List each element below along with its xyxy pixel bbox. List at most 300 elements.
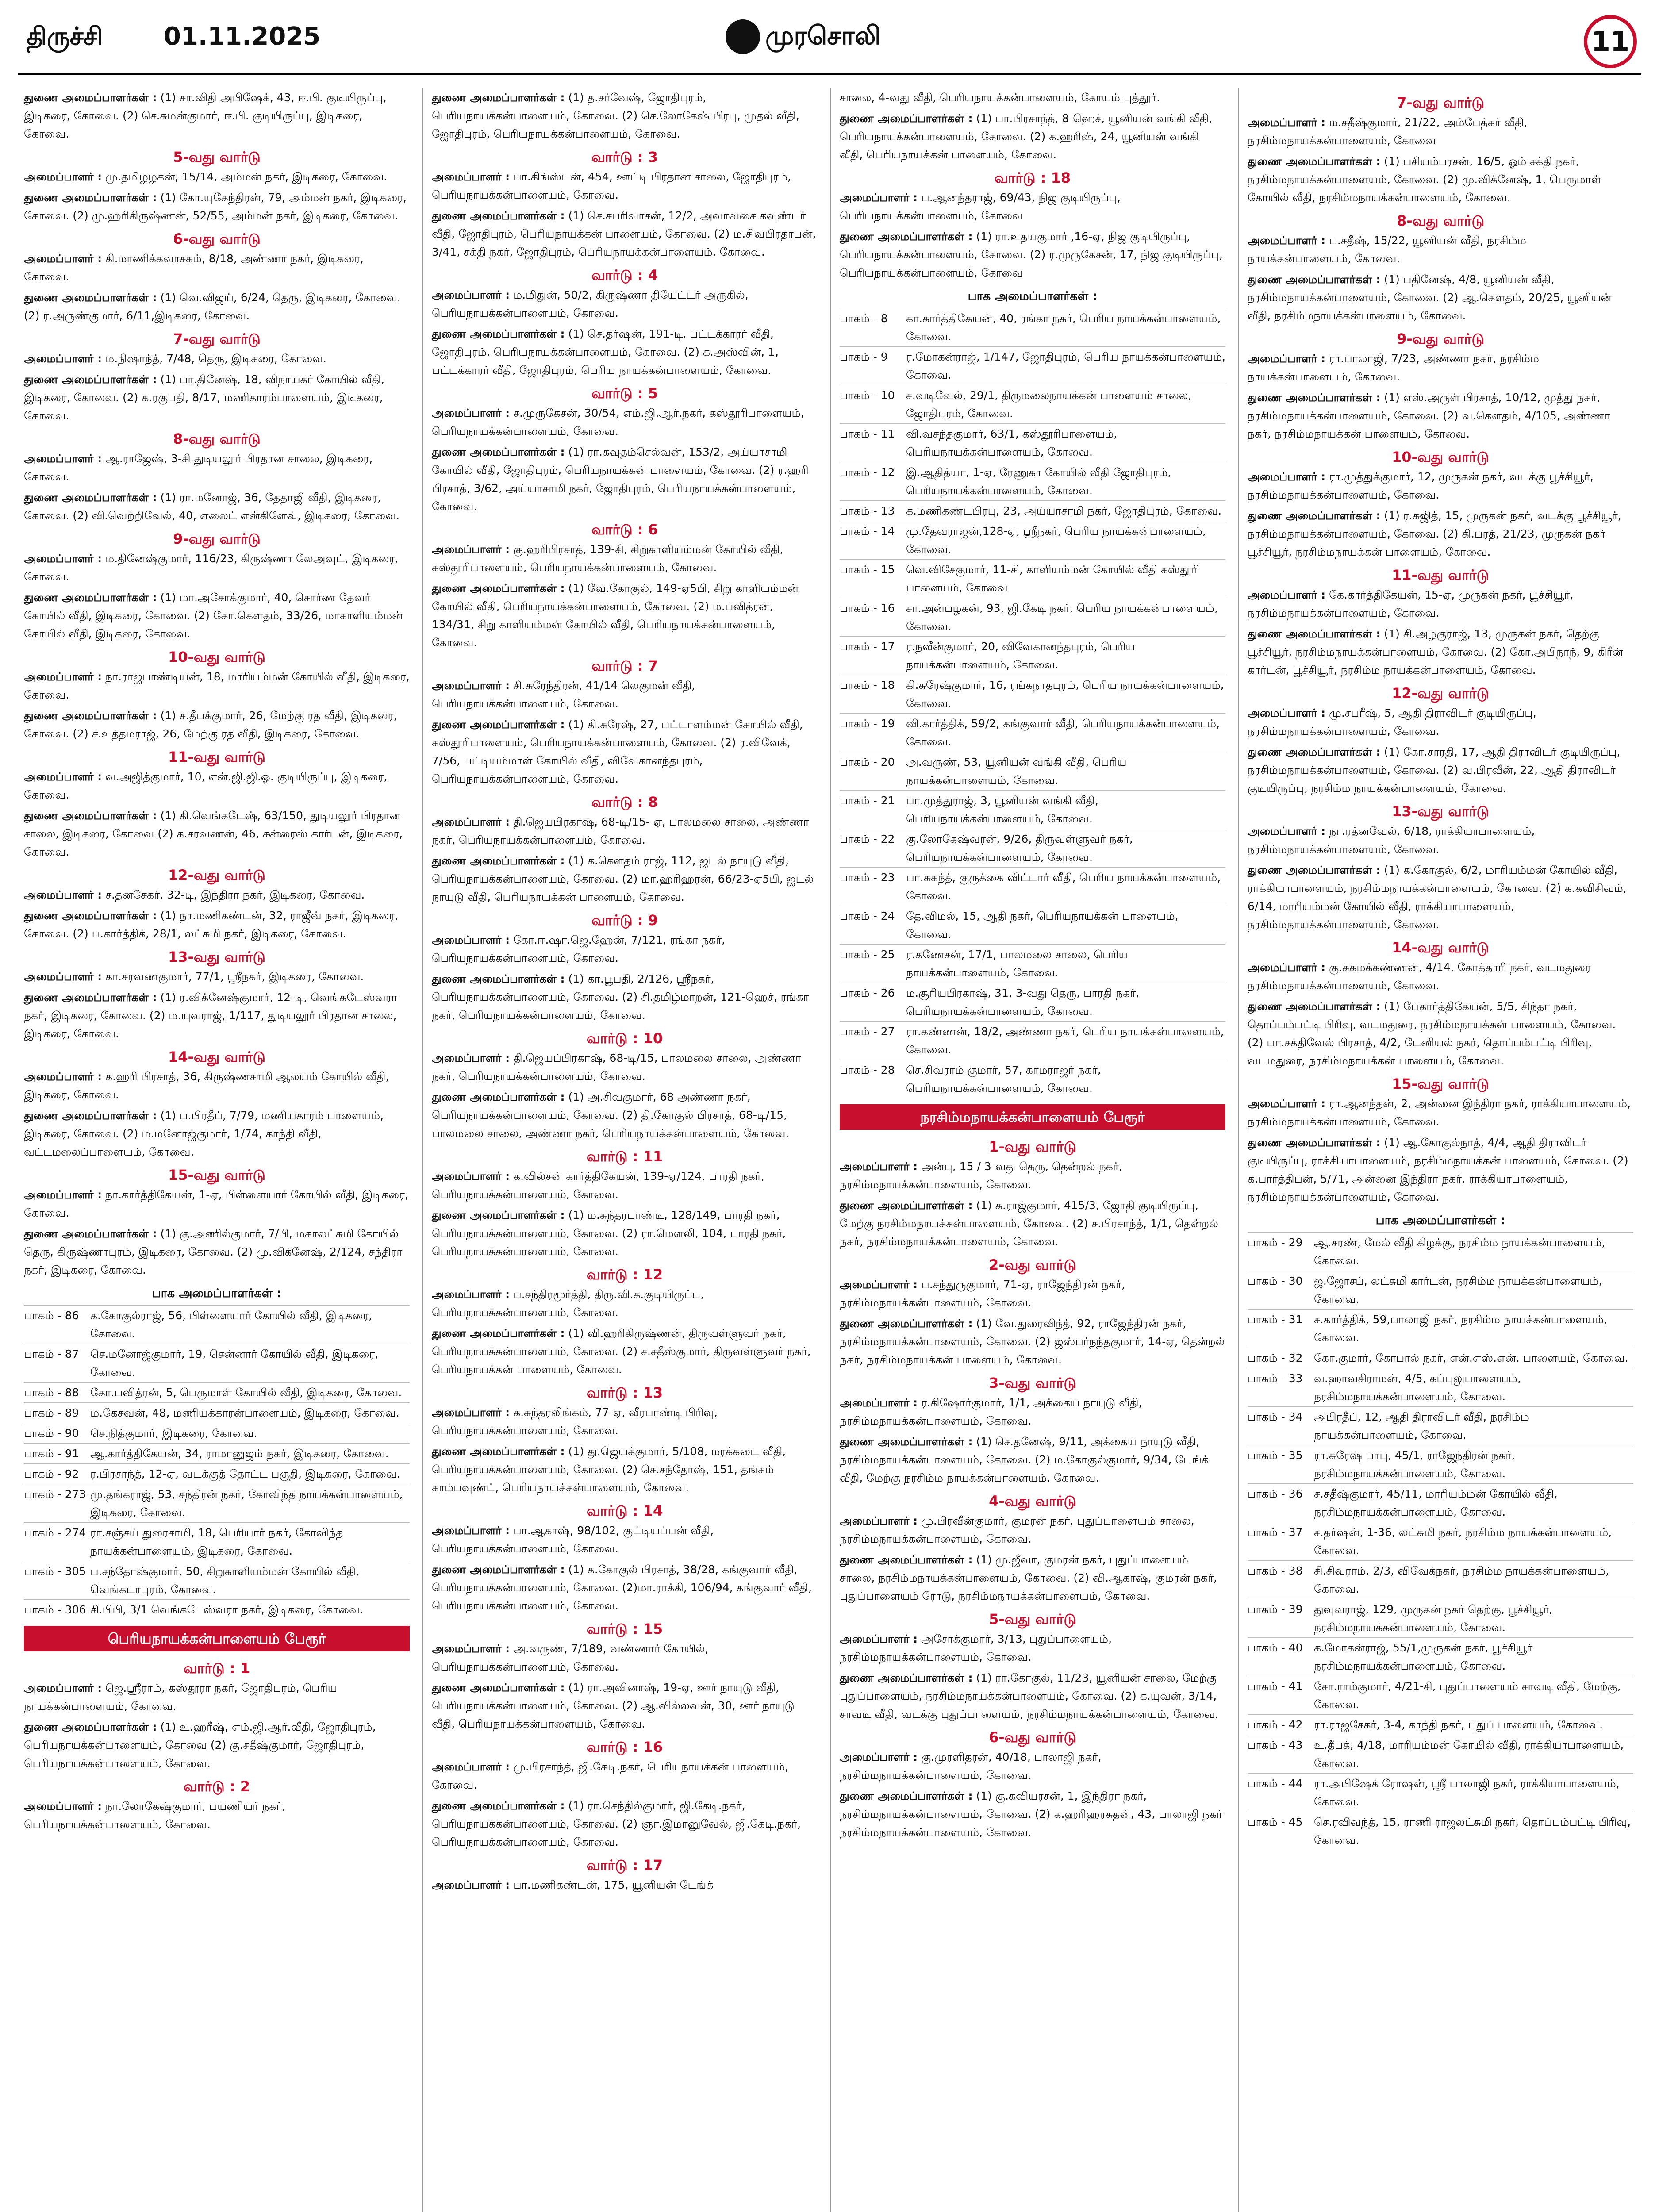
role-label: அமைப்பாளர் : <box>840 1514 918 1527</box>
role-label: அமைப்பாளர் : <box>432 170 510 183</box>
ward-heading: வார்டு : 2 <box>184 1778 250 1795</box>
ward-heading: 9-வது வார்டு <box>1397 330 1484 347</box>
entry-text: ச.தனசேகர், 32-டி, இந்திரா நகர், இடிகரை, கோவை. <box>105 888 365 901</box>
booth-organizer: சோ.ராம்குமார், 4/21-சி, புதுப்பாளையம் சாவடி வீதி, மேற்கு, கோவை. <box>1314 1680 1621 1711</box>
entry-text: பா.மணிகண்டன், 175, யூனியன் டேங்க் <box>513 1878 714 1891</box>
entry-text: ம.தினேஷ்குமார், 116/23, கிருஷ்ணா லேஅவுட், இடிகரை, கோவை. <box>24 552 398 583</box>
ward-heading: வார்டு : 14 <box>586 1502 663 1519</box>
booth-row <box>24 1522 410 1561</box>
organizer-entry <box>840 109 1225 164</box>
role-label: அமைப்பாளர் : <box>24 888 102 901</box>
organizer-entry <box>24 886 410 904</box>
role-label: துணை அமைப்பாளர்கள் : <box>24 709 157 722</box>
role-label: துணை அமைப்பாளர்கள் : <box>840 1790 973 1802</box>
entry-text: கோ.ஈ.ஷா.ஜெ.ஹேன், 7/121, ரங்கா நகர், பெரியநாயக்கன்பாளையம், கோவை. <box>432 933 725 964</box>
booth-row <box>840 906 1225 944</box>
organizer-entry <box>1248 822 1633 858</box>
role-label: துணை அமைப்பாளர்கள் : <box>432 718 565 731</box>
entry-text: (1) சி.அழகுராஜ், 13, முருகன் நகர், தெற்கு பூச்சியூர், நரசிம்மநாயக்கன்பாளையம், கோவை. (2) கோ.அபிநாந், 9, கிரீன் கார்டன், பூச்சியூர், நரசிம்ம நாயக்கன்பாளையம், கோவை. <box>1248 627 1623 676</box>
organizer-entry <box>1248 468 1633 504</box>
entry-text: நா.லோகேஷ்குமார், பயணியர் நகர், பெரியநாயக்கன்பாளையம், கோவை. <box>24 1800 286 1831</box>
role-label: துணை அமைப்பாளர்கள் : <box>24 1227 157 1240</box>
role-label: துணை அமைப்பாளர்கள் : <box>840 112 973 125</box>
organizer-entry <box>840 88 1225 107</box>
ward-heading: 1-வது வார்டு <box>989 1138 1076 1155</box>
booth-number: பாகம் - 34 <box>1248 1410 1303 1423</box>
entry-text: ப.சந்திரமூர்த்தி, திரு.வி.க.குடியிருப்பு, பெரியநாயக்கன்பாளையம், கோவை. <box>432 1288 704 1319</box>
booth-organizer: வ.ஹாவசிராமன், 4/5, கப்புலுபாளையம், நரசிம்மநாயக்கன்பாளையம், கோவை. <box>1314 1372 1521 1403</box>
ward-heading: வார்டு : 9 <box>591 912 658 929</box>
role-label: துணை அமைப்பாளர்கள் : <box>1248 155 1381 168</box>
entry-text: (1) கோ.சாரதி, 17, ஆதி திராவிடர் குடியிருப்பு, நரசிம்மநாயக்கன்பாளையம், கோவை. (2) வ.பிரவீன், 22, ஆதி திராவிடர் குடியிருப்பு, நரசிம்ம நாயக்கன்பாளையம், கோவை. <box>1248 745 1621 795</box>
role-label: அமைப்பாளர் : <box>1248 707 1326 719</box>
organizer-entry <box>24 549 410 586</box>
role-label: அமைப்பாளர் : <box>432 1052 510 1064</box>
ward-heading: வார்டு : 12 <box>586 1266 663 1283</box>
organizer-entry <box>24 1225 410 1279</box>
entry-text: ம.நிஷாந்த், 7/48, தெரு, இடிகரை, கோவை. <box>105 352 326 365</box>
ward-heading: 13-வது வார்டு <box>1392 803 1489 820</box>
role-label: துணை அமைப்பாளர்கள் : <box>840 1317 973 1330</box>
booth-row <box>1248 1676 1633 1714</box>
entry-text: (1) கி.சுரேஷ், 27, பட்டாளம்மன் கோயில் வீதி, கஸ்தூரிபாளையம், பெரியநாயக்கன்பாளையம், கோவை. (2) ர.விவேக், 7/56, பட்டியம்மாள் கோயில் வீதி, விவேகானந்தபுரம், பெரியநாயக்கன்பாளையம், கோவை. <box>432 718 803 785</box>
booth-organizer: உ.தீபக், 4/18, மாரியம்மன் கோயில் வீதி, ராக்கியாபாளையம், கோவை. <box>1314 1739 1624 1770</box>
booth-organizer: ச.சதீஷ்குமார், 45/11, மாரியம்மன் கோயில் வீதி, நரசிம்மநாயக்கன்பாளையம், கோவை. <box>1314 1487 1558 1518</box>
booth-organizer: ச.கார்த்திக், 59,பாலாஜி நகர், நரசிம்ம நாயக்கன்பாளையம், கோவை. <box>1314 1313 1608 1344</box>
organizer-entry <box>840 188 1225 225</box>
booth-organizer: ர.மோகன்ராஜ், 1/147, ஜோதிபுரம், பெரிய நாயக்கன்பாளையம், கோவை. <box>906 350 1225 381</box>
entry-text: (1) வி.ஹரிகிருஷ்ணன், திருவள்ளுவர் நகர், பெரியநாயக்கன்பாளையம், கோவை. (2) ச.சதீஸ்குமார், திருவள்ளுவர் நகர், பெரியநாயக்கன் பாளையம், கோவை. <box>432 1327 811 1376</box>
booth-row <box>24 1305 410 1344</box>
ward-heading: வார்டு : 15 <box>586 1621 663 1637</box>
role-label: அமைப்பாளர் : <box>24 252 102 265</box>
booth-organizer: ஆ.சரண், மேல் வீதி கிழக்கு, நரசிம்ம நாயக்கன்பாளையம், கோவை. <box>1314 1236 1605 1267</box>
booth-organizer: வி.கார்த்திக், 59/2, கங்குவார் வீதி, பெரியநாயக்கன்பாளையம், கோவை. <box>906 717 1220 748</box>
role-label: துணை அமைப்பாளர்கள் : <box>1248 391 1381 404</box>
booth-organizer: ச.வடிவேல், 29/1, திருமலைநாயக்கன் பாளையம் சாலை, ஜோதிபுரம், கோவை. <box>906 389 1192 420</box>
booth-number: பாகம் - 25 <box>840 948 895 961</box>
edition-city: திருச்சி <box>27 22 103 51</box>
organizer-entry <box>432 1206 818 1260</box>
ward-heading: வார்டு : 5 <box>591 385 658 402</box>
entry-text: கி.மாணிக்கவாசகம், 8/18, அண்ணா நகர், இடிகரை, கோவை. <box>24 252 364 283</box>
booth-organizer: ச.தர்ஷன், 1-36, லட்சுமி நகர், நரசிம்ம நாயக்கன்பாளையம், கோவை. <box>1314 1526 1612 1557</box>
booth-organizer: ம.சூரியபிரகாஷ், 31, 3-வது தெரு, பாரதி நகர், பெரியநாயக்கன்பாளையம், கோவை. <box>906 987 1140 1018</box>
booth-organizer: ர.பிரசாந்த், 12-ஏ, வடக்குத் தோட்ட பகுதி, இடிகரை, கோவை. <box>90 1467 400 1480</box>
organizer-entry <box>1248 958 1633 995</box>
role-label: அமைப்பாளர் : <box>1248 588 1326 601</box>
organizer-entry <box>1248 743 1633 797</box>
entry-text: நா.கார்த்திகேயன், 1-ஏ, பிள்ளையார் கோயில் வீதி, இடிகரை, கோவை. <box>24 1188 408 1219</box>
organizer-entry <box>432 1088 818 1142</box>
booth-organizer: கா.கார்த்திகேயன், 40, ரங்கா நகர், பெரிய நாயக்கன்பாளையம், கோவை. <box>906 312 1221 343</box>
role-label: துணை அமைப்பாளர்கள் : <box>840 1199 973 1212</box>
booth-row <box>1248 1406 1633 1445</box>
organizer-entry <box>432 88 818 143</box>
booth-row <box>1248 1271 1633 1309</box>
entry-text: அசோக்குமார், 3/13, புதுப்பாளையம், நரசிம்மநாயக்கன்பாளையம், கோவை. <box>840 1632 1112 1663</box>
booth-organizer: க.கோகுல்ராஜ், 56, பிள்ளையார் கோயில் வீதி, இடிகரை, கோவை. <box>90 1309 373 1340</box>
entry-text: (1) கா.பூபதி, 2/126, ஸ்ரீநகர், பெரியநாயக்கன்பாளையம், கோவை. (2) சி.தமிழ்மாறன், 121-ஹெச், ரங்கா நகர், பெரியநாயக்கன்பாளையம், கோவை. <box>432 972 809 1022</box>
role-label: அமைப்பாளர் : <box>24 1682 102 1694</box>
organizer-entry <box>24 488 410 525</box>
role-label: துணை அமைப்பாளர்கள் : <box>432 1445 565 1458</box>
booth-row <box>840 713 1225 752</box>
entry-text: அ.வருண், 7/189, வண்ணார் கோயில், பெரியநாயக்கன்பாளையம், கோவை. <box>432 1642 709 1673</box>
role-label: துணை அமைப்பாளர்கள் : <box>840 1435 973 1448</box>
organizer-entry <box>24 906 410 943</box>
ward-heading: 12-வது வார்டு <box>168 867 265 883</box>
role-label: அமைப்பாளர் : <box>24 970 102 983</box>
organizer-entry <box>1248 704 1633 740</box>
ward-heading: 10-வது வார்டு <box>1392 449 1489 465</box>
organizer-entry <box>432 579 818 652</box>
role-label: துணை அமைப்பாளர்கள் : <box>432 1209 565 1221</box>
page-header <box>18 13 1641 75</box>
booth-organizer: வெ.விசேகுமார், 11-சி, காளியம்மன் கோயில் வீதி கஸ்தூரி பாளையம், கோவை <box>906 563 1200 594</box>
entry-text: தி.ஜெயப்பிரகாஷ், 68-டி/15, பாலமலை சாலை, அண்ணா நகர், பெரியநாயக்கன்பாளையம், கோவை. <box>432 1052 801 1083</box>
ward-heading: 15-வது வார்டு <box>1392 1075 1489 1092</box>
role-label: அமைப்பாளர் : <box>432 1878 510 1891</box>
ward-heading: வார்டு : 1 <box>184 1660 250 1677</box>
role-label: அமைப்பாளர் : <box>432 1406 510 1419</box>
entry-text: பா.கிங்ஸ்டன், 454, ஊட்டி பிரதான சாலை, ஜோதிபுரம், பெரியநாயக்கன்பாளையம், கோவை. <box>432 170 791 201</box>
booth-row <box>840 598 1225 636</box>
role-label: அமைப்பாளர் : <box>24 1800 102 1813</box>
booth-number: பாகம் - 45 <box>1248 1816 1303 1828</box>
role-label: துணை அமைப்பாளர்கள் : <box>24 591 157 604</box>
entry-text: (1) நா.மணிகண்டன், 32, ராஜீவ் நகர், இடிகரை, கோவை. (2) ப.கார்த்திக், 28/1, லட்சுமி நகர், இடிகரை, கோவை. <box>24 909 399 940</box>
booth-number: பாகம் - 87 <box>24 1348 79 1360</box>
entry-text: நா.ராஜபாண்டியன், 18, மாரியம்மன் கோயில் வீதி, இடிகரை, கோவை. <box>24 670 410 701</box>
role-label: துணை அமைப்பாளர்கள் : <box>24 1109 157 1122</box>
organizer-entry <box>432 286 818 322</box>
booth-row <box>840 521 1225 559</box>
entry-text: (1) க.ராஜ்குமார், 415/3, ஜோதி குடியிருப்பு, மேற்கு நரசிம்மநாயக்கன்பாளையம், கோவை. (2) ச.பிரசாந்த், 1/1, தென்றல் நகர், நரசிம்மநாயக்கன்பாளையம், கோவை. <box>840 1199 1218 1248</box>
booth-row <box>840 1021 1225 1060</box>
role-label: அமைப்பாளர் : <box>840 1632 918 1645</box>
booth-row <box>1248 1309 1633 1348</box>
role-label: அமைப்பாளர் : <box>1248 825 1326 837</box>
booth-row <box>840 346 1225 385</box>
booth-row <box>24 1599 410 1620</box>
organizer-entry <box>24 1068 410 1104</box>
booth-row <box>840 423 1225 462</box>
organizer-entry <box>432 1521 818 1558</box>
booth-organizer: ரா.சஞ்சய் துரைசாமி, 18, பெரியார் நகர், கோவிந்த நாயக்கன்பாளையம், இடிகரை, கோவை. <box>90 1526 343 1557</box>
booth-number: பாகம் - 92 <box>24 1467 79 1480</box>
entry-text: (1) பா.தினேஷ், 18, விநாயகர் கோயில் வீதி, இடிகரை, கோவை. (2) க.ரகுபதி, 8/17, மணிகாரம்பாளையம், இடிகரை, கோவை. <box>24 373 385 422</box>
booth-organizer: ரா.அபிஷேக் ரோஷன், ஸ்ரீ பாலாஜி நகர், ராக்கியாபாளையம், கோவை. <box>1314 1777 1620 1808</box>
ward-heading: 10-வது வார்டு <box>168 649 265 665</box>
organizer-entry <box>1248 349 1633 386</box>
entry-text: (1) பசியம்பரசன், 16/5, ஓம் சக்தி நகர், நரசிம்மநாயக்கன்பாளையம், கோவை. (2) மு.விக்னேஷ், 1, பெருமாள் கோயில் வீதி, நரசிம்மநாயக்கன்பாளையம், கோவை. <box>1248 155 1601 204</box>
organizer-entry <box>432 1560 818 1615</box>
organizer-entry <box>24 370 410 425</box>
booth-list-title: பாக அமைப்பாளர்கள் : <box>1375 1214 1505 1227</box>
booth-number: பாகம் - 91 <box>24 1447 79 1460</box>
booth-row <box>1248 1522 1633 1560</box>
booth-row <box>1248 1599 1633 1637</box>
entry-text: மு.பிரவீன்குமார், குமரன் நகர், புதுப்பாளையம் சாலை, நரசிம்மநாயக்கன்பாளையம், கோவை. <box>840 1514 1194 1545</box>
booth-row <box>840 500 1225 521</box>
column-4 <box>1241 88 1640 2212</box>
entry-text: (1) வே.கோகுல், 149-ஏ5பி, சிறு காளியம்மன் கோயில் வீதி, பெரியநாயக்கன்பாளையம், கோவை. (2) ம.பவித்ரன், 134/31, சிறு காளியம்மன் கோயில் வீதி, பெரியநாயக்கன்பாளையம், கோவை. <box>432 582 799 649</box>
organizer-entry <box>432 715 818 788</box>
entry-text: ரா.முத்துக்குமார், 12, முருகன் நகர், வடக்கு பூச்சியூர், நரசிம்மநாயக்கன்பாளையம், கோவை. <box>1248 470 1594 501</box>
organizer-entry <box>24 988 410 1043</box>
booth-number: பாகம் - 10 <box>840 389 895 402</box>
entry-text: ர.கிஷோர்குமார், 1/1, அக்கைய நாயுடு வீதி, நரசிம்மநாயக்கன்பாளையம், கோவை. <box>840 1396 1142 1427</box>
section-banner: பெரியநாயக்கன்பாளையம் பேரூர் <box>24 1626 410 1651</box>
ward-heading: வார்டு : 3 <box>591 149 658 165</box>
organizer-entry <box>1248 113 1633 150</box>
organizer-entry <box>24 449 410 486</box>
entry-text: (1) க.கௌதம் ராஜ், 112, ஜடல் நாயுடு வீதி, பெரியநாயக்கன்பாளையம், கோவை. (2) மா.ஹரிஹரன், 66/23-ஏ5பி, ஜடல் நாயுடு வீதி, பெரியநாயக்கன் பாளையம், கோவை. <box>432 854 814 903</box>
ward-heading: வார்டு : 8 <box>591 794 658 810</box>
entry-text: (1) கு.கவியரசன், 1, இந்திரா நகர், நரசிம்மநாயக்கன்பாளையம், கோவை. (2) க.ஹரிஹரசுதன், 43, பாலாஜி நகர் நரசிம்மநாயக்கன்பாளையம், கோவை. <box>840 1790 1222 1839</box>
booth-number: பாகம் - 90 <box>24 1427 79 1440</box>
entry-text: (1) கு.அணில்குமார், 7/பி, மகாலட்சுமி கோயில் தெரு, கிருஷ்ணாபுரம், இடிகரை, கோவை. (2) மு.விக்னேஷ், 2/124, சந்திரா நகர், இடிகரை, கோவை. <box>24 1227 403 1276</box>
booth-organizer: க.மோகன்ராஜ், 55/1,முருகன் நகர், பூச்சியூர் நரசிம்மநாயக்கன்பாளையம், கோவை. <box>1314 1641 1533 1672</box>
entry-text: (1) மு.ஜீவா, குமரன் நகர், புதுப்பாளையம் சாலை, நரசிம்மநாயக்கன்பாளையம், கோவை. (2) வி.ஆகாஷ், குமரன் நகர், புதுப்பாளையம் ரோடு, நரசிம்மநாயக்கன்பாளையம், கோவை. <box>840 1553 1217 1602</box>
booth-row <box>1248 1232 1633 1271</box>
organizer-entry <box>840 1669 1225 1723</box>
organizer-entry <box>1248 1094 1633 1131</box>
booth-row <box>24 1382 410 1402</box>
organizer-entry <box>432 1442 818 1497</box>
role-label: அமைப்பாளர் : <box>24 1070 102 1083</box>
organizer-entry <box>432 540 818 576</box>
booth-number: பாகம் - 274 <box>24 1526 86 1539</box>
booth-row <box>840 829 1225 867</box>
entry-text: (1) வெ.விஜய், 6/24, தெரு, இடிகரை, கோவை. (2) ர.அருண்குமார், 6/11,இடிகரை, கோவை. <box>24 291 401 322</box>
organizer-entry <box>840 1787 1225 1841</box>
booth-row <box>1248 1368 1633 1406</box>
role-label: துணை அமைப்பாளர்கள் : <box>432 1091 565 1103</box>
column-3 <box>833 88 1232 2212</box>
ward-heading: வார்டு : 7 <box>591 657 658 674</box>
booth-row <box>24 1443 410 1463</box>
booth-number: பாகம் - 35 <box>1248 1449 1303 1462</box>
organizer-entry <box>24 806 410 861</box>
organizer-entry <box>840 1394 1225 1430</box>
entry-text: (1) செ.தனேஷ், 9/11, அக்கைய நாயுடு வீதி, நரசிம்மநாயக்கன்பாளையம், கோவை. (2) ம.கோகுல்குமார், 9/34, டேங்க் வீதி, மேற்கு நரசிம்ம நாயக்கன்பாளையம், கோவை. <box>840 1435 1209 1484</box>
entry-text: (1) வே.துரைவிந்த், 92, ராஜேந்திரன் நகர், நரசிம்மநாயக்கன்பாளையம், கோவை. (2) ஜஸ்பர்நந்தகுமார், 14-ஏ, தென்றல் நகர், நரசிம்மநாயக்கன் பாளையம், கோவை. <box>840 1317 1225 1366</box>
organizer-entry <box>840 1432 1225 1487</box>
booth-number: பாகம் - 18 <box>840 679 895 691</box>
entry-text: (1) எஸ்.அருள் பிரசாத், 10/12, முத்து நகர், நரசிம்மநாயக்கன்பாளையம், கோவை. (2) வ.கௌதம், 4/105, அண்ணா நகர், நரசிம்மநாயக்கன் பாளையம், கோவை. <box>1248 391 1610 440</box>
booth-number: பாகம் - 86 <box>24 1309 79 1322</box>
ward-heading: 14-வது வார்டு <box>1392 939 1489 956</box>
booth-organizer: ஆ.கார்த்திகேயன், 34, ராமானுஜம் நகர், இடிகரை, கோவை. <box>90 1447 389 1460</box>
booth-number: பாகம் - 27 <box>840 1025 895 1038</box>
role-label: துணை அமைப்பாளர்கள் : <box>24 809 157 822</box>
role-label: துணை அமைப்பாளர்கள் : <box>432 854 565 867</box>
booth-number: பாகம் - 305 <box>24 1565 86 1578</box>
role-label: அமைப்பாளர் : <box>24 770 102 783</box>
entry-text: மு.பிரசாந்த், ஜி.கேடி.நகர், பெரியநாயக்கன் பாளையம், கோவை. <box>432 1760 789 1791</box>
ward-heading: வார்டு : 4 <box>591 267 658 284</box>
booth-number: பாகம் - 28 <box>840 1064 895 1076</box>
booth-number: பாகம் - 20 <box>840 756 895 768</box>
entry-text: (1) ம.சுந்தரபாண்டி, 128/149, பாரதி நகர், பெரியநாயக்கன்பாளையம், கோவை. (2) ரா.மௌலி, 104, பாரதி நகர், பெரியநாயக்கன்பாளையம், கோவை. <box>432 1209 786 1258</box>
booth-number: பாகம் - 39 <box>1248 1603 1303 1616</box>
organizer-entry <box>24 188 410 225</box>
booth-row <box>1248 1445 1633 1483</box>
ward-heading: 8-வது வார்டு <box>1397 212 1484 229</box>
booth-number: பாகம் - 42 <box>1248 1718 1303 1731</box>
organizer-entry <box>432 1797 818 1851</box>
role-label: துணை அமைப்பாளர்கள் : <box>840 230 973 243</box>
organizer-entry <box>24 588 410 643</box>
ward-heading: வார்டு : 17 <box>586 1857 663 1874</box>
entry-text: கே.கார்த்திகேயன், 15-ஏ, முருகன் நகர், பூச்சியூர், நரசிம்மநாயக்கன்பாளையம், கோவை. <box>1248 588 1574 619</box>
booth-row <box>840 867 1225 906</box>
organizer-entry <box>24 768 410 804</box>
booth-organizer: ரா.ராஜசேகர், 3-4, காந்தி நகர், புதுப் பாளையம், கோவை. <box>1314 1718 1603 1731</box>
ward-heading: 5-வது வார்டு <box>989 1611 1076 1628</box>
entry-text: அன்பு, 15 / 3-வது தெரு, தென்றல் நகர், நரசிம்மநாயக்கன்பாளையம், கோவை. <box>840 1160 1122 1191</box>
booth-row <box>840 462 1225 500</box>
role-label: துணை அமைப்பாளர்கள் : <box>432 1681 565 1694</box>
booth-organizer: கோ.பவித்ரன், 5, பெருமாள் கோயில் வீதி, இடிகரை, கோவை. <box>90 1386 402 1399</box>
booth-organizer: அபிரதீப், 12, ஆதி திராவிடர் வீதி, நரசிம்ம நாயக்கன்பாளையம், கோவை. <box>1314 1410 1529 1441</box>
booth-organizer: ரா.சுரேஷ் பாபு, 45/1, ராஜேந்திரன் நகர், நரசிம்மநாயக்கன்பாளையம், கோவை. <box>1314 1449 1515 1480</box>
entry-text: (1) மா.அசோக்குமார், 40, சொர்ண தேவர் கோயில் வீதி, இடிகரை, கோவை. (2) கோ.கௌதம், 33/26, மாகாளியம்மன் கோயில் வீதி, இடிகரை, கோவை. <box>24 591 403 640</box>
booth-row <box>24 1484 410 1522</box>
ward-heading: 3-வது வார்டு <box>989 1375 1076 1391</box>
booth-organizer: கு.லோகேஷ்வரன், 9/26, திருவள்ளுவர் நகர், பெரியநாயக்கன்பாளையம், கோவை. <box>906 833 1133 864</box>
booth-organizer: ர.நவீன்குமார், 20, விவேகானந்தபுரம், பெரிய நாயக்கன்பாளையம், கோவை. <box>906 640 1135 671</box>
role-label: துணை அமைப்பாளர்கள் : <box>840 1671 973 1684</box>
page-number-badge: 11 <box>1584 15 1637 68</box>
booth-number: பாகம் - 11 <box>840 427 895 440</box>
entry-text: (1) பா.பிரசாந்த், 8-ஹெச், யூனியன் வங்கி வீதி, பெரியநாயக்கன்பாளையம், கோவை. (2) க.ஹரிஷ், 24, யூனியன் வங்கி வீதி, பெரியநாயக்கன் பாளையம், கோவை. <box>840 112 1213 161</box>
entry-text: (1) ரா.கவுதம்செல்வன், 153/2, அய்யாசாமி கோயில் வீதி, ஜோதிபுரம், பெரியநாயக்கன் பாளையம், கோவை. (2) ர.ஹரி பிரசாத், 3/62, அய்யாசாமி நகர், ஜோதிபுரம், பெரியநாயக்கன்பாளையம், கோவை. <box>432 445 809 513</box>
organizer-entry <box>1248 586 1633 622</box>
booth-number: பாகம் - 16 <box>840 602 895 614</box>
entry-text: (1) த.சர்வேஷ், ஜோதிபுரம், பெரியநாயக்கன்பாளையம், கோவை. (2) செ.லோகேஷ் பிரபு, முதல் வீதி, ஜோதிபுரம், பெரியநாயக்கன்பாளையம், கோவை. <box>432 91 800 140</box>
booth-row <box>840 559 1225 598</box>
entry-text: (1) கி.வெங்கடேஷ், 63/150, துடியலூர் பிரதான சாலை, இடிகரை, கோவை (2) க.சரவணன், 46, சன்ரைஸ் கார்டன், இடிகரை, கோவை. <box>24 809 403 858</box>
entry-text: (1) க.கோகுல், 6/2, மாரியம்மன் கோயில் வீதி, ராக்கியாபாளையம், நரசிம்மநாயக்கன்பாளையம், கோவை. (2) க.கவிசிவம், 6/14, மாரியம்மன் கோயில் வீதி, ராக்கியாபாளையம், நரசிம்மநாயக்கன்பாளையம், கோவை. <box>1248 864 1627 931</box>
booth-number: பாகம் - 14 <box>840 525 895 538</box>
booth-number: பாகம் - 32 <box>1248 1352 1303 1364</box>
booth-number: பாகம் - 21 <box>840 794 895 807</box>
booth-row <box>24 1402 410 1423</box>
ward-heading: 11-வது வார்டு <box>168 749 265 765</box>
booth-number: பாகம் - 306 <box>24 1603 86 1616</box>
booth-list-title: பாக அமைப்பாளர்கள் : <box>968 289 1098 303</box>
booth-row <box>840 790 1225 829</box>
booth-row <box>1248 1812 1633 1850</box>
entry-text: க.சுந்தரலிங்கம், 77-ஏ, வீரபாண்டி பிரிவு, பெரியநாயக்கன்பாளையம், கோவை. <box>432 1406 718 1437</box>
booth-row <box>840 675 1225 713</box>
entry-text: (1) ப.பிரதீப், 7/79, மணியகாரம் பாளையம், இடிகரை, கோவை. (2) ம.மனோஜ்குமார், 1/74, காந்தி வீதி, வட்டமலைப்பாளையம், கோவை. <box>24 1109 384 1158</box>
organizer-entry <box>1248 625 1633 679</box>
organizer-entry <box>24 668 410 704</box>
booth-organizer: செ.மனோஜ்குமார், 19, சென்னார் கோயில் வீதி, இடிகரை, கோவை. <box>90 1348 379 1379</box>
entry-text: (1) பேகார்த்திகேயன், 5/5, சிந்தா நகர், தொப்பம்பட்டி பிரிவு, வடமதுரை, நரசிம்மநாயக்கன் பாளையம், கோவை. (2) பா.சக்திவேல் பிரசாத், 4/2, டேனியல் நகர், தொப்பம்பட்டி பிரிவு, வடமதுரை, நரசிம்மநாயக்கன் பாளையம், கோவை. <box>1248 1000 1616 1067</box>
role-label: அமைப்பாளர் : <box>1248 352 1326 365</box>
entry-text: மு.தமிழழகன், 15/14, அம்மன் நகர், இடிகரை, கோவை. <box>105 170 388 183</box>
booth-number: பாகம் - 89 <box>24 1406 79 1419</box>
role-label: துணை அமைப்பாளர்கள் : <box>24 373 157 386</box>
entry-text: ரா.ஆனந்தன், 2, அன்னை இந்திரா நகர், ராக்கியாபாளையம், நரசிம்மநாயக்கன்பாளையம், கோவை. <box>1248 1097 1631 1128</box>
section-banner: நரசிம்மநாயக்கன்பாளையம் பேரூர் <box>840 1104 1225 1130</box>
organizer-entry <box>432 1285 818 1321</box>
role-label: துணை அமைப்பாளர்கள் : <box>432 1563 565 1576</box>
booth-number: பாகம் - 38 <box>1248 1564 1303 1577</box>
ward-heading: வார்டு : 11 <box>586 1148 663 1165</box>
ward-heading: 4-வது வார்டு <box>989 1493 1076 1509</box>
booth-organizer: மு.தேவராஜன்,128-ஏ, ஸ்ரீநகர், பெரிய நாயக்கன்பாளையம், கோவை. <box>906 525 1206 556</box>
organizer-entry <box>840 1314 1225 1369</box>
organizer-entry <box>432 931 818 967</box>
role-label: அமைப்பாளர் : <box>840 1160 918 1173</box>
organizer-entry <box>1248 152 1633 207</box>
organizer-entry <box>1248 388 1633 443</box>
organizer-entry <box>432 970 818 1024</box>
booth-organizer: செ.நித்குமார், இடிகரை, கோவை. <box>90 1427 257 1440</box>
ward-heading: 14-வது வார்டு <box>168 1048 265 1065</box>
organizer-entry <box>24 168 410 186</box>
role-label: அமைப்பாளர் : <box>432 1288 510 1301</box>
organizer-entry <box>432 676 818 713</box>
role-label: அமைப்பாளர் : <box>840 1751 918 1763</box>
role-label: துணை அமைப்பாளர்கள் : <box>432 91 565 104</box>
ward-heading: வார்டு : 6 <box>591 521 658 538</box>
booth-organizer: பா.சுகந்த், குருக்கை விட்டார் வீதி, பெரிய நாயக்கன்பாளையம், கோவை. <box>906 871 1221 902</box>
booth-row <box>24 1463 410 1484</box>
role-label: அமைப்பாளர் : <box>432 933 510 946</box>
booth-number: பாகம் - 9 <box>840 350 888 363</box>
organizer-entry <box>1248 997 1633 1070</box>
role-label: துணை அமைப்பாளர்கள் : <box>1248 745 1381 758</box>
booth-row <box>840 1060 1225 1098</box>
role-label: துணை அமைப்பாளர்கள் : <box>432 445 565 458</box>
entry-text: கு.சுகமக்கண்ணன், 4/14, கோத்தாரி நகர், வடமதுரை நரசிம்மநாயக்கன்பாளையம், கோவை. <box>1248 961 1591 992</box>
masthead-title: முரசொலி <box>765 20 881 50</box>
entry-text: நா.ரத்னவேல், 6/18, ராக்கியாபாளையம், நரசிம்மநாயக்கன்பாளையம், கோவை. <box>1248 825 1535 856</box>
role-label: அமைப்பாளர் : <box>24 452 102 465</box>
organizer-entry <box>24 250 410 286</box>
entry-text: (1) து.ஜெயக்குமார், 5/108, மரக்கடை வீதி, பெரியநாயக்கன்பாளையம், கோவை. (2) செ.சந்தோஷ், 151, தங்கம் காம்பவுண்ட், பெரியநாயக்கன்பாளையம், கோவை. <box>432 1445 786 1494</box>
booth-organizer: ப.சந்தோஷ்குமார், 50, சிறுகாளியம்மன் கோயில் வீதி, வெங்கடாபுரம், கோவை. <box>90 1565 359 1596</box>
ward-heading: 11-வது வார்டு <box>1392 567 1489 584</box>
column-2 <box>426 88 824 2212</box>
organizer-entry <box>24 1106 410 1161</box>
role-label: துணை அமைப்பாளர்கள் : <box>24 991 157 1004</box>
entry-text: (1) ர.விக்னேஷ்குமார், 12-டி, வெங்கடேஸ்வரா நகர், இடிகரை, கோவை. (2) ம.யுவராஜ், 1/117, துடியலூர் பிரதான சாலை, இடிகரை, கோவை. <box>24 991 397 1040</box>
booth-row <box>24 1344 410 1382</box>
organizer-entry <box>24 1186 410 1222</box>
booth-organizer: அ.வருண், 53, யூனியன் வங்கி வீதி, பெரிய நாயக்கன்பாளையம், கோவை. <box>906 756 1127 787</box>
booth-row <box>1248 1735 1633 1773</box>
booth-organizer: செ.சிவராம் குமார், 57, காமராஜர் நகர், பெரியநாயக்கன்பாளையம், கோவை. <box>906 1064 1101 1094</box>
booth-number: பாகம் - 33 <box>1248 1372 1303 1385</box>
role-label: துணை அமைப்பாளர்கள் : <box>432 972 565 985</box>
role-label: துணை அமைப்பாளர்கள் : <box>24 1720 157 1733</box>
role-label: அமைப்பாளர் : <box>24 170 102 183</box>
entry-text: (1) கோ.யுகேந்திரன், 79, அம்மன் நகர், இடிகரை, கோவை. (2) மு.ஹரிகிருஷ்ணன், 52/55, அம்மன் நகர், இடிகரை, கோவை. <box>24 191 407 222</box>
booth-number: பாகம் - 29 <box>1248 1236 1303 1249</box>
role-label: அமைப்பாளர் : <box>432 1642 510 1655</box>
booth-row <box>840 636 1225 675</box>
entry-text: (1) க.கோகுல் பிரசாத், 38/28, கங்குவார் வீதி, பெரியநாயக்கன்பாளையம், கோவை. (2)மா.ராக்கி, 106/94, கங்குவார் வீதி, பெரியநாயக்கன்பாளையம், கோவை. <box>432 1563 812 1612</box>
organizer-entry <box>432 1640 818 1676</box>
